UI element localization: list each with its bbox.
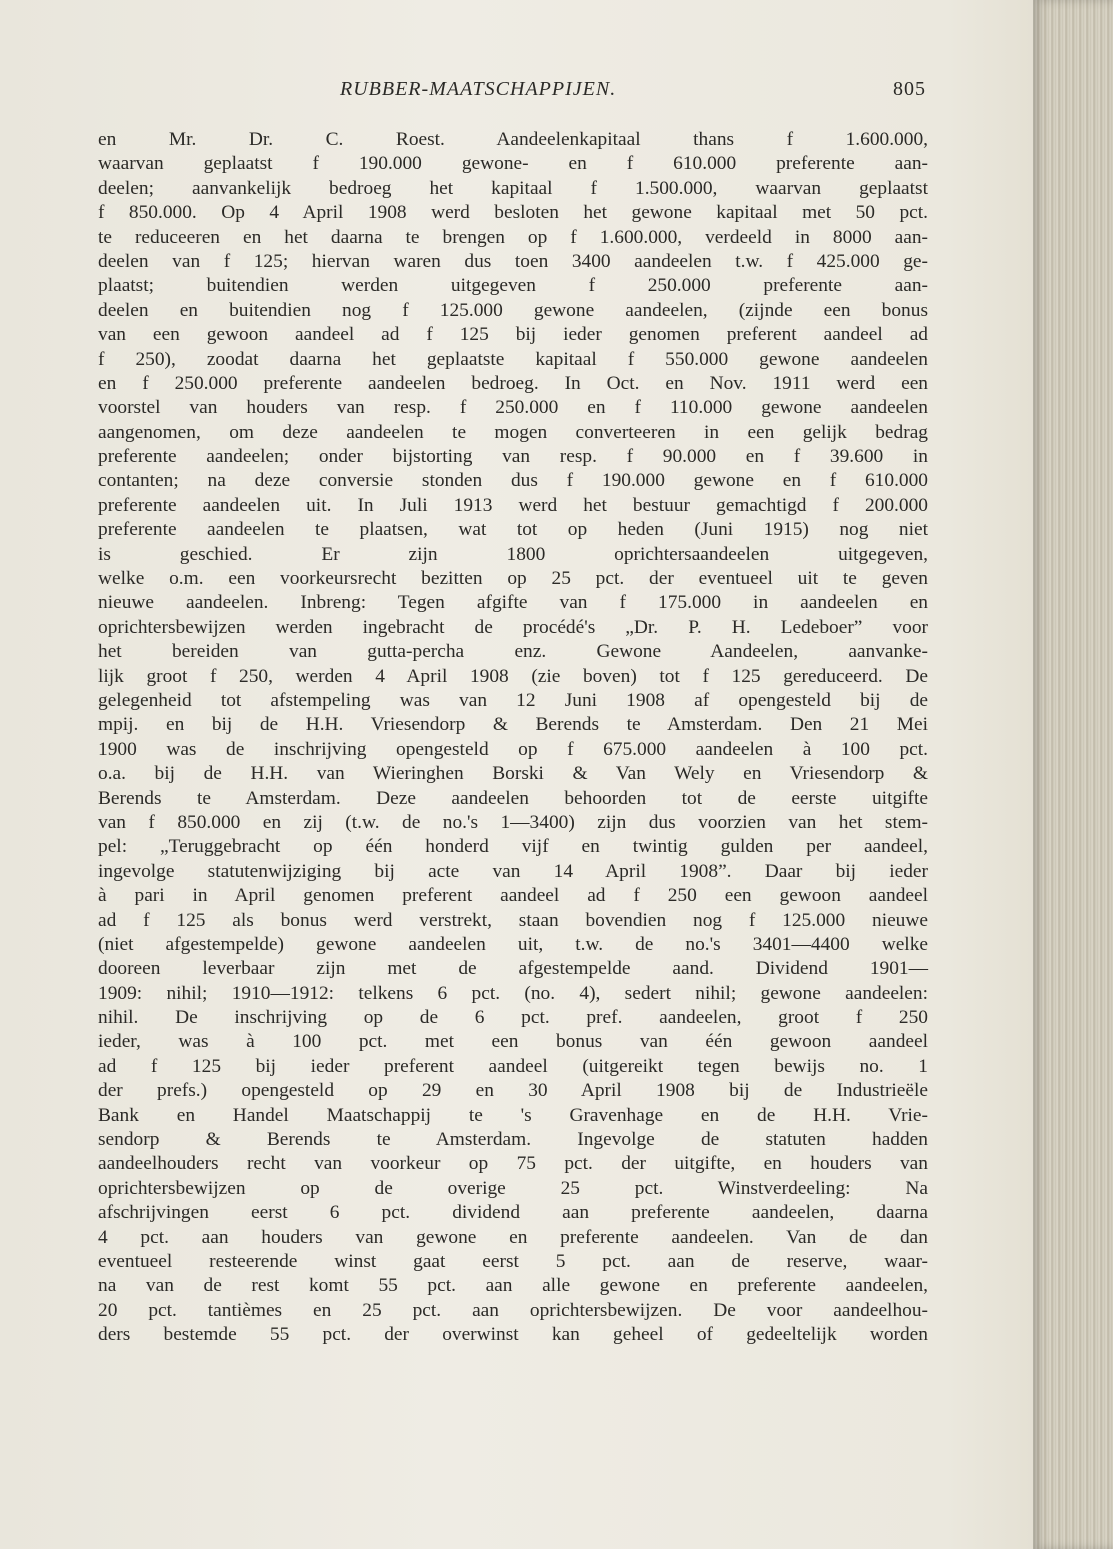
page-header — [0, 74, 1030, 104]
text-line: en f 250.000 preferente aandeelen bedroeg. In Oct. en Nov. 1911 werd een — [98, 372, 928, 394]
text-line: preferente aandeelen te plaatsen, wat tot op heden (Juni 1915) nog niet — [98, 519, 928, 541]
text-line: sendorp & Berends te Amsterdam. Ingevolge de statuten hadden — [98, 1129, 928, 1151]
text-line: mpij. en bij de H.H. Vriesendorp & Berends te Amsterdam. Den 21 Mei — [98, 714, 928, 736]
text-line: deelen en buitendien nog f 125.000 gewone aandeelen, (zijnde een bonus — [98, 299, 928, 321]
text-line: 1909: nihil; 1910—1912: telkens 6 pct. (no. 4), sedert nihil; gewone aandeelen: — [98, 982, 928, 1004]
text-line: ingevolge statutenwijziging bij acte van 14 April 1908”. Daar bij ieder — [98, 860, 928, 882]
text-line: lijk groot f 250, werden 4 April 1908 (zie boven) tot f 125 gereduceerd. De — [98, 665, 928, 687]
text-line: preferente aandeelen uit. In Juli 1913 werd het bestuur gemachtigd f 200.000 — [98, 494, 928, 516]
body-text — [98, 128, 928, 1348]
text-line: 1900 was de inschrijving opengesteld op f 675.000 aandeelen à 100 pct. — [98, 738, 928, 760]
text-line: 20 pct. tantièmes en 25 pct. aan oprichtersbewijzen. De voor aandeelhou- — [98, 1299, 928, 1321]
text-line: het bereiden van gutta-percha enz. Gewone Aandeelen, aanvanke- — [98, 641, 928, 663]
text-line: van een gewoon aandeel ad f 125 bij ieder genomen preferent aandeel ad — [98, 324, 928, 346]
text-line: f 250), zoodat daarna het geplaatste kapitaal f 550.000 gewone aandeelen — [98, 348, 928, 370]
text-line: gelegenheid tot afstempeling was van 12 Juni 1908 af opengesteld bij de — [98, 689, 928, 711]
book-spine — [1033, 0, 1113, 1549]
text-line: oprichtersbewijzen op de overige 25 pct. Winstverdeeling: Na — [98, 1177, 928, 1199]
text-line: waarvan geplaatst f 190.000 gewone- en f 610.000 preferente aan- — [98, 153, 928, 175]
text-line: pel: „Teruggebracht op één honderd vijf en twintig gulden per aandeel, — [98, 836, 928, 858]
text-line: 4 pct. aan houders van gewone en preferente aandeelen. Van de dan — [98, 1226, 928, 1248]
text-line: van f 850.000 en zij (t.w. de no.'s 1—3400) zijn dus voorzien van het stem- — [98, 811, 928, 833]
text-line: Berends te Amsterdam. Deze aandeelen behoorden tot de eerste uitgifte — [98, 787, 928, 809]
text-line: ad f 125 als bonus werd verstrekt, staan bovendien nog f 125.000 nieuwe — [98, 909, 928, 931]
text-line: aandeelhouders recht van voorkeur op 75 pct. der uitgifte, en houders van — [98, 1153, 928, 1175]
text-line: welke o.m. een voorkeursrecht bezitten op 25 pct. der eventueel uit te geven — [98, 568, 928, 590]
text-line: contanten; na deze conversie stonden dus f 190.000 gewone en f 610.000 — [98, 470, 928, 492]
text-line: en Mr. Dr. C. Roest. Aandeelenkapitaal thans f 1.600.000, — [98, 129, 928, 150]
text-line: der prefs.) opengesteld op 29 en 30 April 1908 bij de Industrieële — [98, 1080, 928, 1102]
text-line: Bank en Handel Maatschappij te 's Gravenhage en de H.H. Vrie- — [98, 1104, 928, 1126]
text-line: dooreen leverbaar zijn met de afgestempelde aand. Dividend 1901— — [98, 958, 928, 980]
text-line: deelen van f 125; hiervan waren dus toen 3400 aandeelen t.w. f 425.000 ge- — [98, 250, 928, 272]
text-line: voorstel van houders van resp. f 250.000 en f 110.000 gewone aandeelen — [98, 397, 928, 419]
page-number: 805 — [893, 78, 926, 100]
text-line: nihil. De inschrijving op de 6 pct. pref. aandeelen, groot f 250 — [98, 1007, 928, 1029]
text-line: ad f 125 bij ieder preferent aandeel (uitgereikt tegen bewijs no. 1 — [98, 1055, 928, 1077]
text-line: oprichtersbewijzen werden ingebracht de procédé's „Dr. P. H. Ledeboer” voor — [98, 616, 928, 638]
text-line: aangenomen, om deze aandeelen te mogen converteeren in een gelijk bedrag — [98, 421, 928, 443]
text-line: (niet afgestempelde) gewone aandeelen uit, t.w. de no.'s 3401—4400 welke — [98, 933, 928, 955]
running-title: RUBBER-MAATSCHAPPIJEN. — [340, 78, 617, 100]
text-line: na van de rest komt 55 pct. aan alle gewone en preferente aandeelen, — [98, 1275, 928, 1297]
text-line: nieuwe aandeelen. Inbreng: Tegen afgifte van f 175.000 in aandeelen en — [98, 592, 928, 614]
text-line: te reduceeren en het daarna te brengen op f 1.600.000, verdeeld in 8000 aan- — [98, 226, 928, 248]
text-line: eventueel resteerende winst gaat eerst 5 pct. aan de reserve, waar- — [98, 1250, 928, 1272]
text-line: ders bestemde 55 pct. der overwinst kan geheel of gedeeltelijk worden — [98, 1324, 928, 1346]
text-line: à pari in April genomen preferent aandeel ad f 250 een gewoon aandeel — [98, 885, 928, 907]
text-line: preferente aandeelen; onder bijstorting van resp. f 90.000 en f 39.600 in — [98, 446, 928, 468]
text-line: o.a. bij de H.H. van Wieringhen Borski & Van Wely en Vriesendorp & — [98, 763, 928, 785]
text-line: afschrijvingen eerst 6 pct. dividend aan preferente aandeelen, daarna — [98, 1202, 928, 1224]
text-line: plaatst; buitendien werden uitgegeven f 250.000 preferente aan- — [98, 275, 928, 297]
text-line: ieder, was à 100 pct. met een bonus van één gewoon aandeel — [98, 1031, 928, 1053]
text-line: f 850.000. Op 4 April 1908 werd besloten het gewone kapitaal met 50 pct. — [98, 202, 928, 224]
text-line: is geschied. Er zijn 1800 oprichtersaandeelen uitgegeven, — [98, 543, 928, 565]
text-line: deelen; aanvankelijk bedroeg het kapitaal f 1.500.000, waarvan geplaatst — [98, 177, 928, 199]
